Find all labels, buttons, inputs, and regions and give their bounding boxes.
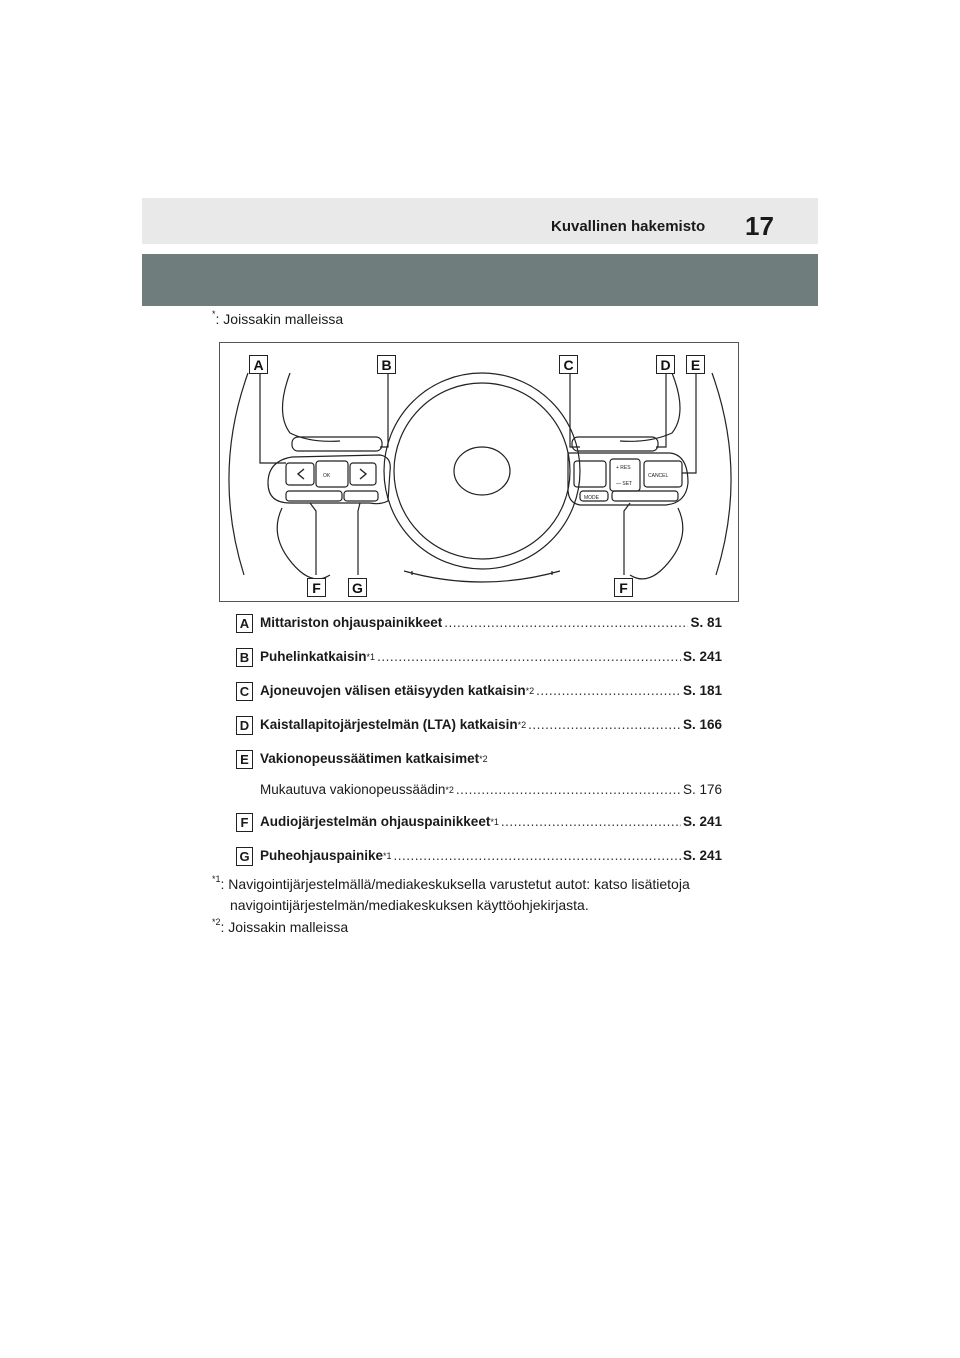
callout-f-right: F [614, 578, 633, 597]
item-label: Ajoneuvojen välisen etäisyyden katkaisin [260, 683, 526, 698]
cancel-button-label: CANCEL [648, 473, 669, 479]
item-key: B [236, 648, 253, 667]
item-label: Puhelinkatkaisin [260, 649, 367, 664]
item-label: Mukautuva vakionopeussäädin [260, 782, 446, 797]
steering-wheel-figure [219, 342, 739, 602]
callout-f-left: F [307, 578, 326, 597]
set-button-label: — SET [616, 481, 633, 487]
chevron-right-icon [360, 469, 366, 479]
footnote-mark: *1 [212, 874, 221, 885]
res-button-label: + RES [616, 465, 631, 471]
footnote-mark: *2 [212, 917, 221, 928]
list-item: Mukautuva vakionopeussäädin $^{*2}$ ..... S. 176 [236, 781, 722, 801]
item-key: G [236, 847, 253, 866]
item-label: Mittariston ohjauspainikkeet [260, 615, 443, 630]
item-key: E [236, 750, 253, 769]
callout-a: A [249, 355, 268, 374]
list-item: D Kaistallapitojärjestelmän (LTA) katkaisin $^{*2}$ ..... S. 166 [236, 716, 722, 736]
header-band [142, 198, 818, 244]
footnote-text: : Joissakin malleissa [220, 919, 349, 935]
steering-wheel-illustration [220, 343, 740, 603]
section-band [142, 254, 818, 306]
page-number: 17 [745, 211, 774, 241]
chevron-left-icon [298, 469, 304, 479]
item-label: Kaistallapitojärjestelmän (LTA) katkaisin [260, 717, 518, 732]
item-label: Vakionopeussäätimen katkaisimet [260, 751, 480, 766]
item-page: S. 166 [682, 717, 722, 732]
ok-button-label: OK [323, 473, 331, 479]
list-item: E Vakionopeussäätimen katkaisimet $^{*2}$ [236, 750, 722, 770]
arrow-icons [298, 469, 366, 479]
mode-button-label: MODE [584, 495, 599, 501]
list-item [236, 614, 722, 634]
top-note [212, 311, 343, 327]
footnote-text: : Navigointijärjestelmällä/mediakeskuksella varustetut autot: katso lisätietoja [220, 876, 690, 892]
item-label: Puheohjauspainike [260, 848, 384, 863]
footnote-1 [212, 874, 690, 916]
footnote-continuation: navigointijärjestelmän/mediakeskuksen käyttöohjekirjasta. [230, 897, 589, 913]
item-key: A [236, 614, 253, 633]
item-page: S. 81 [690, 615, 722, 630]
item-page: S. 241 [682, 649, 722, 664]
item-key: D [236, 716, 253, 735]
footnote-2 [212, 917, 348, 938]
item-page: S. 176 [682, 782, 722, 797]
list-item: F Audiojärjestelmän ohjauspainikkeet $^{*1}$ ..... S. 241 [236, 813, 722, 833]
callout-d: D [656, 355, 675, 374]
top-note-mark: * [212, 309, 216, 320]
header-title: Kuvallinen hakemisto [551, 218, 706, 235]
item-page: S. 241 [682, 848, 722, 863]
item-label: Audiojärjestelmän ohjauspainikkeet [260, 814, 491, 829]
list-item: B Puhelinkatkaisin $^{*1}$ ..... S. 241 [236, 648, 722, 668]
top-note-text: : Joissakin malleissa [215, 311, 344, 327]
list-item: C Ajoneuvojen välisen etäisyyden katkaisin $^{*2}$ ..... S. 181 [236, 682, 722, 702]
item-page: S. 241 [682, 814, 722, 829]
callout-b: B [377, 355, 396, 374]
callout-g: G [348, 578, 367, 597]
item-page: S. 181 [682, 683, 722, 698]
item-key: C [236, 682, 253, 701]
list-item: G Puheohjauspainike $^{*1}$ ..... S. 241 [236, 847, 722, 867]
item-key: F [236, 813, 253, 832]
callout-e: E [686, 355, 705, 374]
callout-c: C [559, 355, 578, 374]
